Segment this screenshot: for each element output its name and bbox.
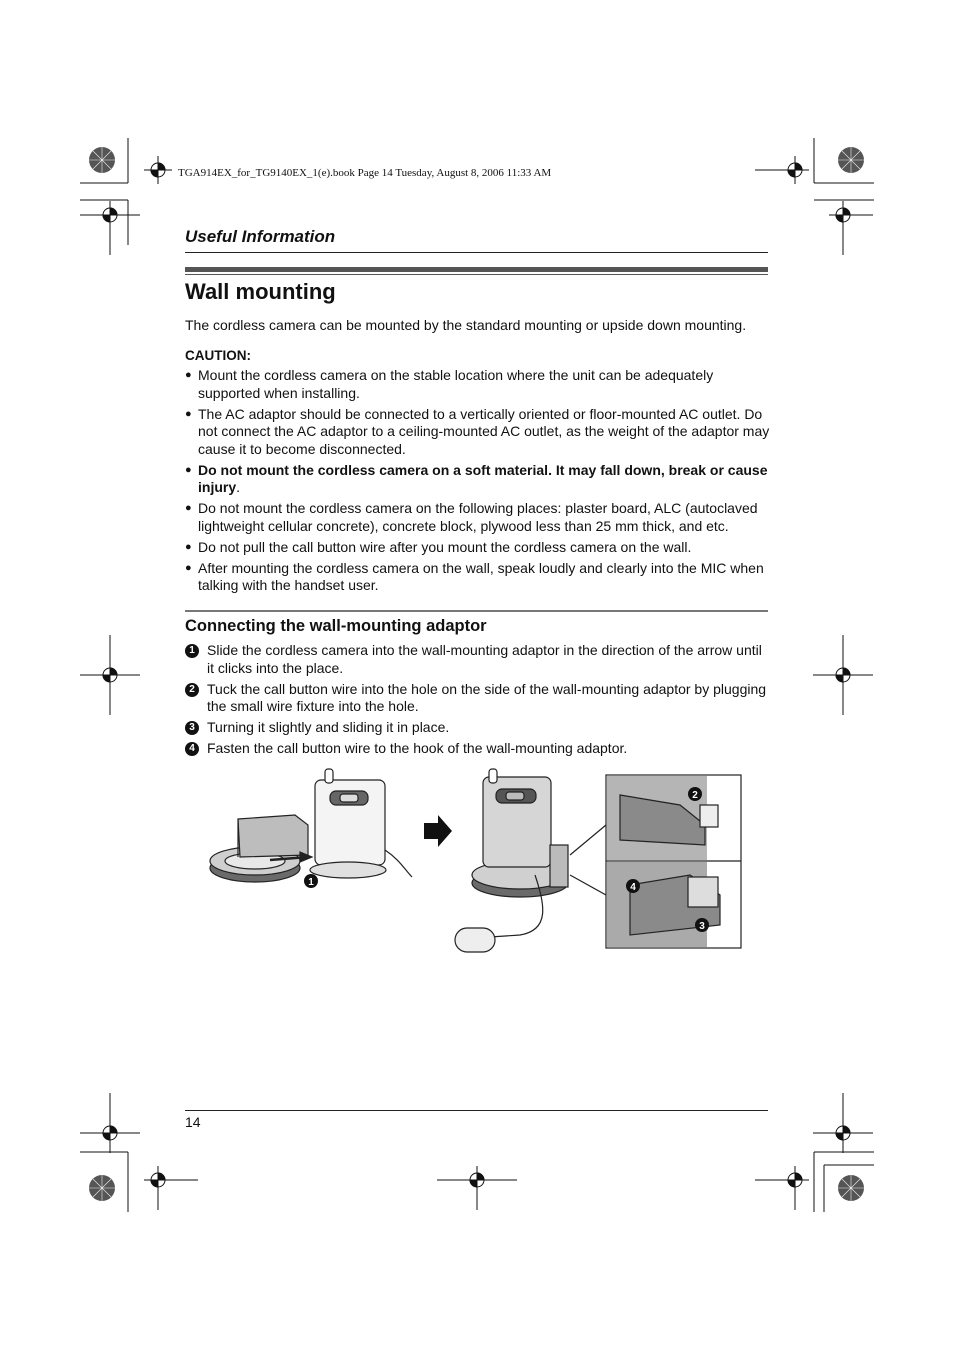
step-item [185, 719, 770, 737]
arrow-icon [424, 815, 452, 847]
header-rule [185, 252, 768, 253]
step-text: Slide the cordless camera into the wall-mounting adaptor in the direction of the arrow until it clicks into the place. [207, 642, 762, 676]
steps-list [185, 642, 770, 761]
callout-1: 1 [308, 877, 314, 888]
footer-rule [185, 1110, 768, 1111]
caution-list [185, 367, 770, 598]
callout-3: 3 [699, 921, 705, 932]
bullet-text: Do not mount the cordless camera on the following places: plaster board, ALC (autoclaved lightweight cellular concrete), concrete block, plywood less than 25 mm thick, and etc. [198, 500, 758, 534]
bullet-text: After mounting the cordless camera on the wall, speak loudly and clearly into the MIC when talking with the handset user. [198, 559, 764, 593]
section-heading: Useful Information [185, 227, 336, 246]
list-item: ● Do not mount the cordless camera on the following places: plaster board, ALC (autoclaved lightweight cellular concrete), concrete block, plywood less than 25 mm thick, and etc. [185, 500, 758, 534]
list-item: ● Do not mount the cordless camera on a soft material. It may fall down, break or cause injury. [185, 461, 768, 495]
subsection-title: Connecting the wall-mounting adaptor [185, 617, 487, 635]
bullet-text: . [236, 479, 241, 495]
title-rule-thin [185, 274, 768, 275]
adaptor-with-camera-illustration [210, 769, 412, 882]
callout-4: 4 [630, 882, 636, 893]
step-text: Tuck the call button wire into the hole on the side of the wall-mounting adaptor by plugging the small wire fixture into the hole. [207, 680, 767, 714]
step-text: Fasten the call button wire to the hook of the wall-mounting adaptor. [207, 740, 628, 756]
callout-2: 2 [692, 790, 698, 801]
subsection-rule [185, 610, 768, 612]
step-text: Turning it slightly and sliding it in place. [207, 719, 450, 735]
bullet-text: Mount the cordless camera on the stable location where the unit can be adequately supported when installing. [198, 367, 714, 401]
title-rule [185, 267, 768, 272]
print-info: TGA914EX_for_TG9140EX_1(e).book Page 14 Tuesday, August 8, 2006 11:33 AM [178, 167, 552, 179]
step-number: 1 [185, 644, 199, 658]
step-number: 2 [185, 683, 199, 697]
list-item: ● Mount the cordless camera on the stable location where the unit can be adequately supported when installing. [185, 367, 714, 401]
step-item [185, 740, 770, 758]
step-item [185, 681, 770, 716]
bullet-bold-text: Do not mount the cordless camera on a soft material. It may fall down, break or cause injury [198, 461, 768, 495]
caution-label: CAUTION: [185, 348, 251, 363]
detail-inset-illustration [570, 775, 741, 948]
bullet-text: The AC adaptor should be connected to a vertically oriented or floor-mounted AC outlet. Do not connect the AC adaptor to a ceiling-mounted AC outlet, as the weight of the adaptor may cause it to become disconnected. [198, 405, 770, 457]
intro-text: The cordless camera can be mounted by the standard mounting or upside down mounting. [185, 317, 747, 333]
mounting-illustration [200, 765, 750, 960]
page-title: Wall mounting [185, 279, 336, 304]
list-item: ● Do not pull the call button wire after you mount the cordless camera on the wall. [185, 538, 692, 555]
step-number: 3 [185, 721, 199, 735]
list-item: ● After mounting the cordless camera on the wall, speak loudly and clearly into the MIC when talking with the handset user. [185, 559, 764, 593]
list-item: ● The AC adaptor should be connected to a vertically oriented or floor-mounted AC outlet. Do not connect the AC adaptor to a ceiling-mounted AC outlet, as the weight of the adaptor may cause it to become disconnected. [185, 405, 770, 457]
step-item [185, 642, 770, 677]
page-number: 14 [185, 1114, 201, 1130]
mounted-camera-illustration [455, 769, 568, 952]
bullet-text: Do not pull the call button wire after you mount the cordless camera on the wall. [198, 538, 692, 555]
step-number: 4 [185, 742, 199, 756]
